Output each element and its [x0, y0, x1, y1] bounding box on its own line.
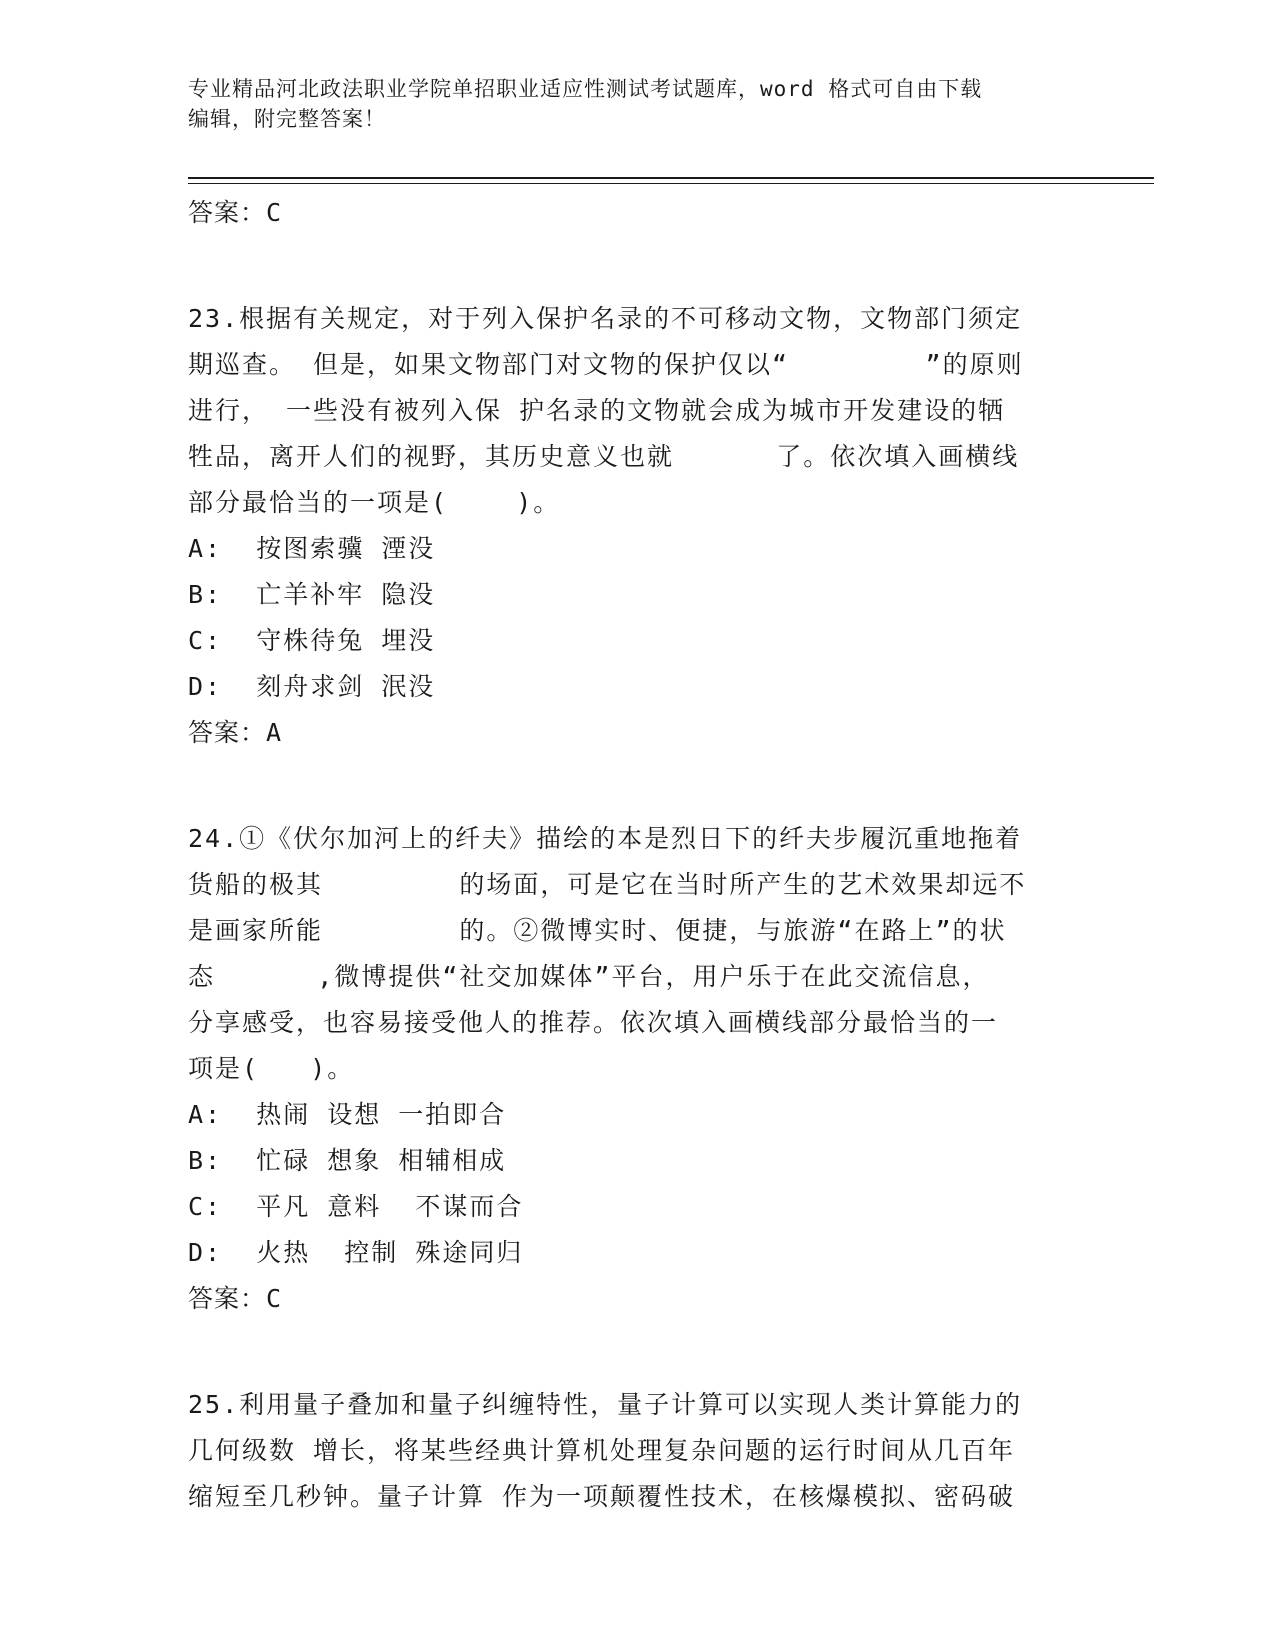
spacer [188, 1322, 1088, 1382]
header-rule-thick [188, 177, 1154, 179]
question-line: 25.利用量子叠加和量子纠缠特性，量子计算可以实现人类计算能力的 [188, 1390, 1023, 1419]
option-d: D: 刻舟求剑 泯没 [188, 672, 436, 701]
header-line-2: 编辑，附完整答案！ [188, 107, 386, 131]
spacer [188, 756, 1088, 816]
question-line: 态 ,微博提供“社交加媒体”平台，用户乐于在此交流信息， [188, 962, 990, 991]
question-line: 货船的极其 的场面，可是它在当时所产生的艺术效果却远不 [188, 870, 1027, 899]
question-line: 项是( )。 [188, 1054, 355, 1083]
option-c: C: 守株待兔 埋没 [188, 626, 436, 655]
question-25 [188, 1382, 1088, 1520]
question-line: 进行， 一些没有被列入保 护名录的文物就会成为城市开发建设的牺 [188, 396, 1006, 425]
spacer [188, 236, 1088, 296]
answer-23: 答案：A [188, 718, 283, 747]
document-body [188, 190, 1088, 1520]
question-line: 几何级数 增长，将某些经典计算机处理复杂问题的运行时间从几百年 [188, 1436, 1016, 1465]
answer-24: 答案：C [188, 1284, 283, 1313]
question-24 [188, 816, 1088, 1322]
answer-previous: 答案：C [188, 198, 283, 227]
option-c: C: 平凡 意料 不谋而合 [188, 1192, 524, 1221]
question-line: 缩短至几秒钟。量子计算 作为一项颠覆性技术，在核爆模拟、密码破 [188, 1482, 1016, 1511]
option-a: A: 热闹 设想 一拍即合 [188, 1100, 507, 1129]
header-rule-thin [188, 183, 1154, 184]
option-b: B: 亡羊补牢 隐没 [188, 580, 436, 609]
option-d: D: 火热 控制 殊途同归 [188, 1238, 524, 1267]
question-line: 24.①《伏尔加河上的纤夫》描绘的本是烈日下的纤夫步履沉重地拖着 [188, 824, 1023, 853]
question-line: 牲品，离开人们的视野，其历史意义也就 了。依次填入画横线 [188, 442, 1020, 471]
option-a: A: 按图索骥 湮没 [188, 534, 436, 563]
question-23 [188, 296, 1088, 756]
header-line-1: 专业精品河北政法职业学院单招职业适应性测试考试题库，word 格式可自由下载 [188, 77, 983, 101]
page-header [188, 74, 1088, 134]
question-line: 期巡查。 但是，如果文物部门对文物的保护仅以“ ”的原则 [188, 350, 1024, 379]
question-line: 部分最恰当的一项是( )。 [188, 488, 561, 517]
question-line: 23.根据有关规定，对于列入保护名录的不可移动文物，文物部门须定 [188, 304, 1023, 333]
option-b: B: 忙碌 想象 相辅相成 [188, 1146, 507, 1175]
question-line: 分享感受，也容易接受他人的推荐。依次填入画横线部分最恰当的一 [188, 1008, 999, 1037]
question-line: 是画家所能 的。②微博实时、便捷，与旅游“在路上”的状 [188, 916, 1007, 945]
